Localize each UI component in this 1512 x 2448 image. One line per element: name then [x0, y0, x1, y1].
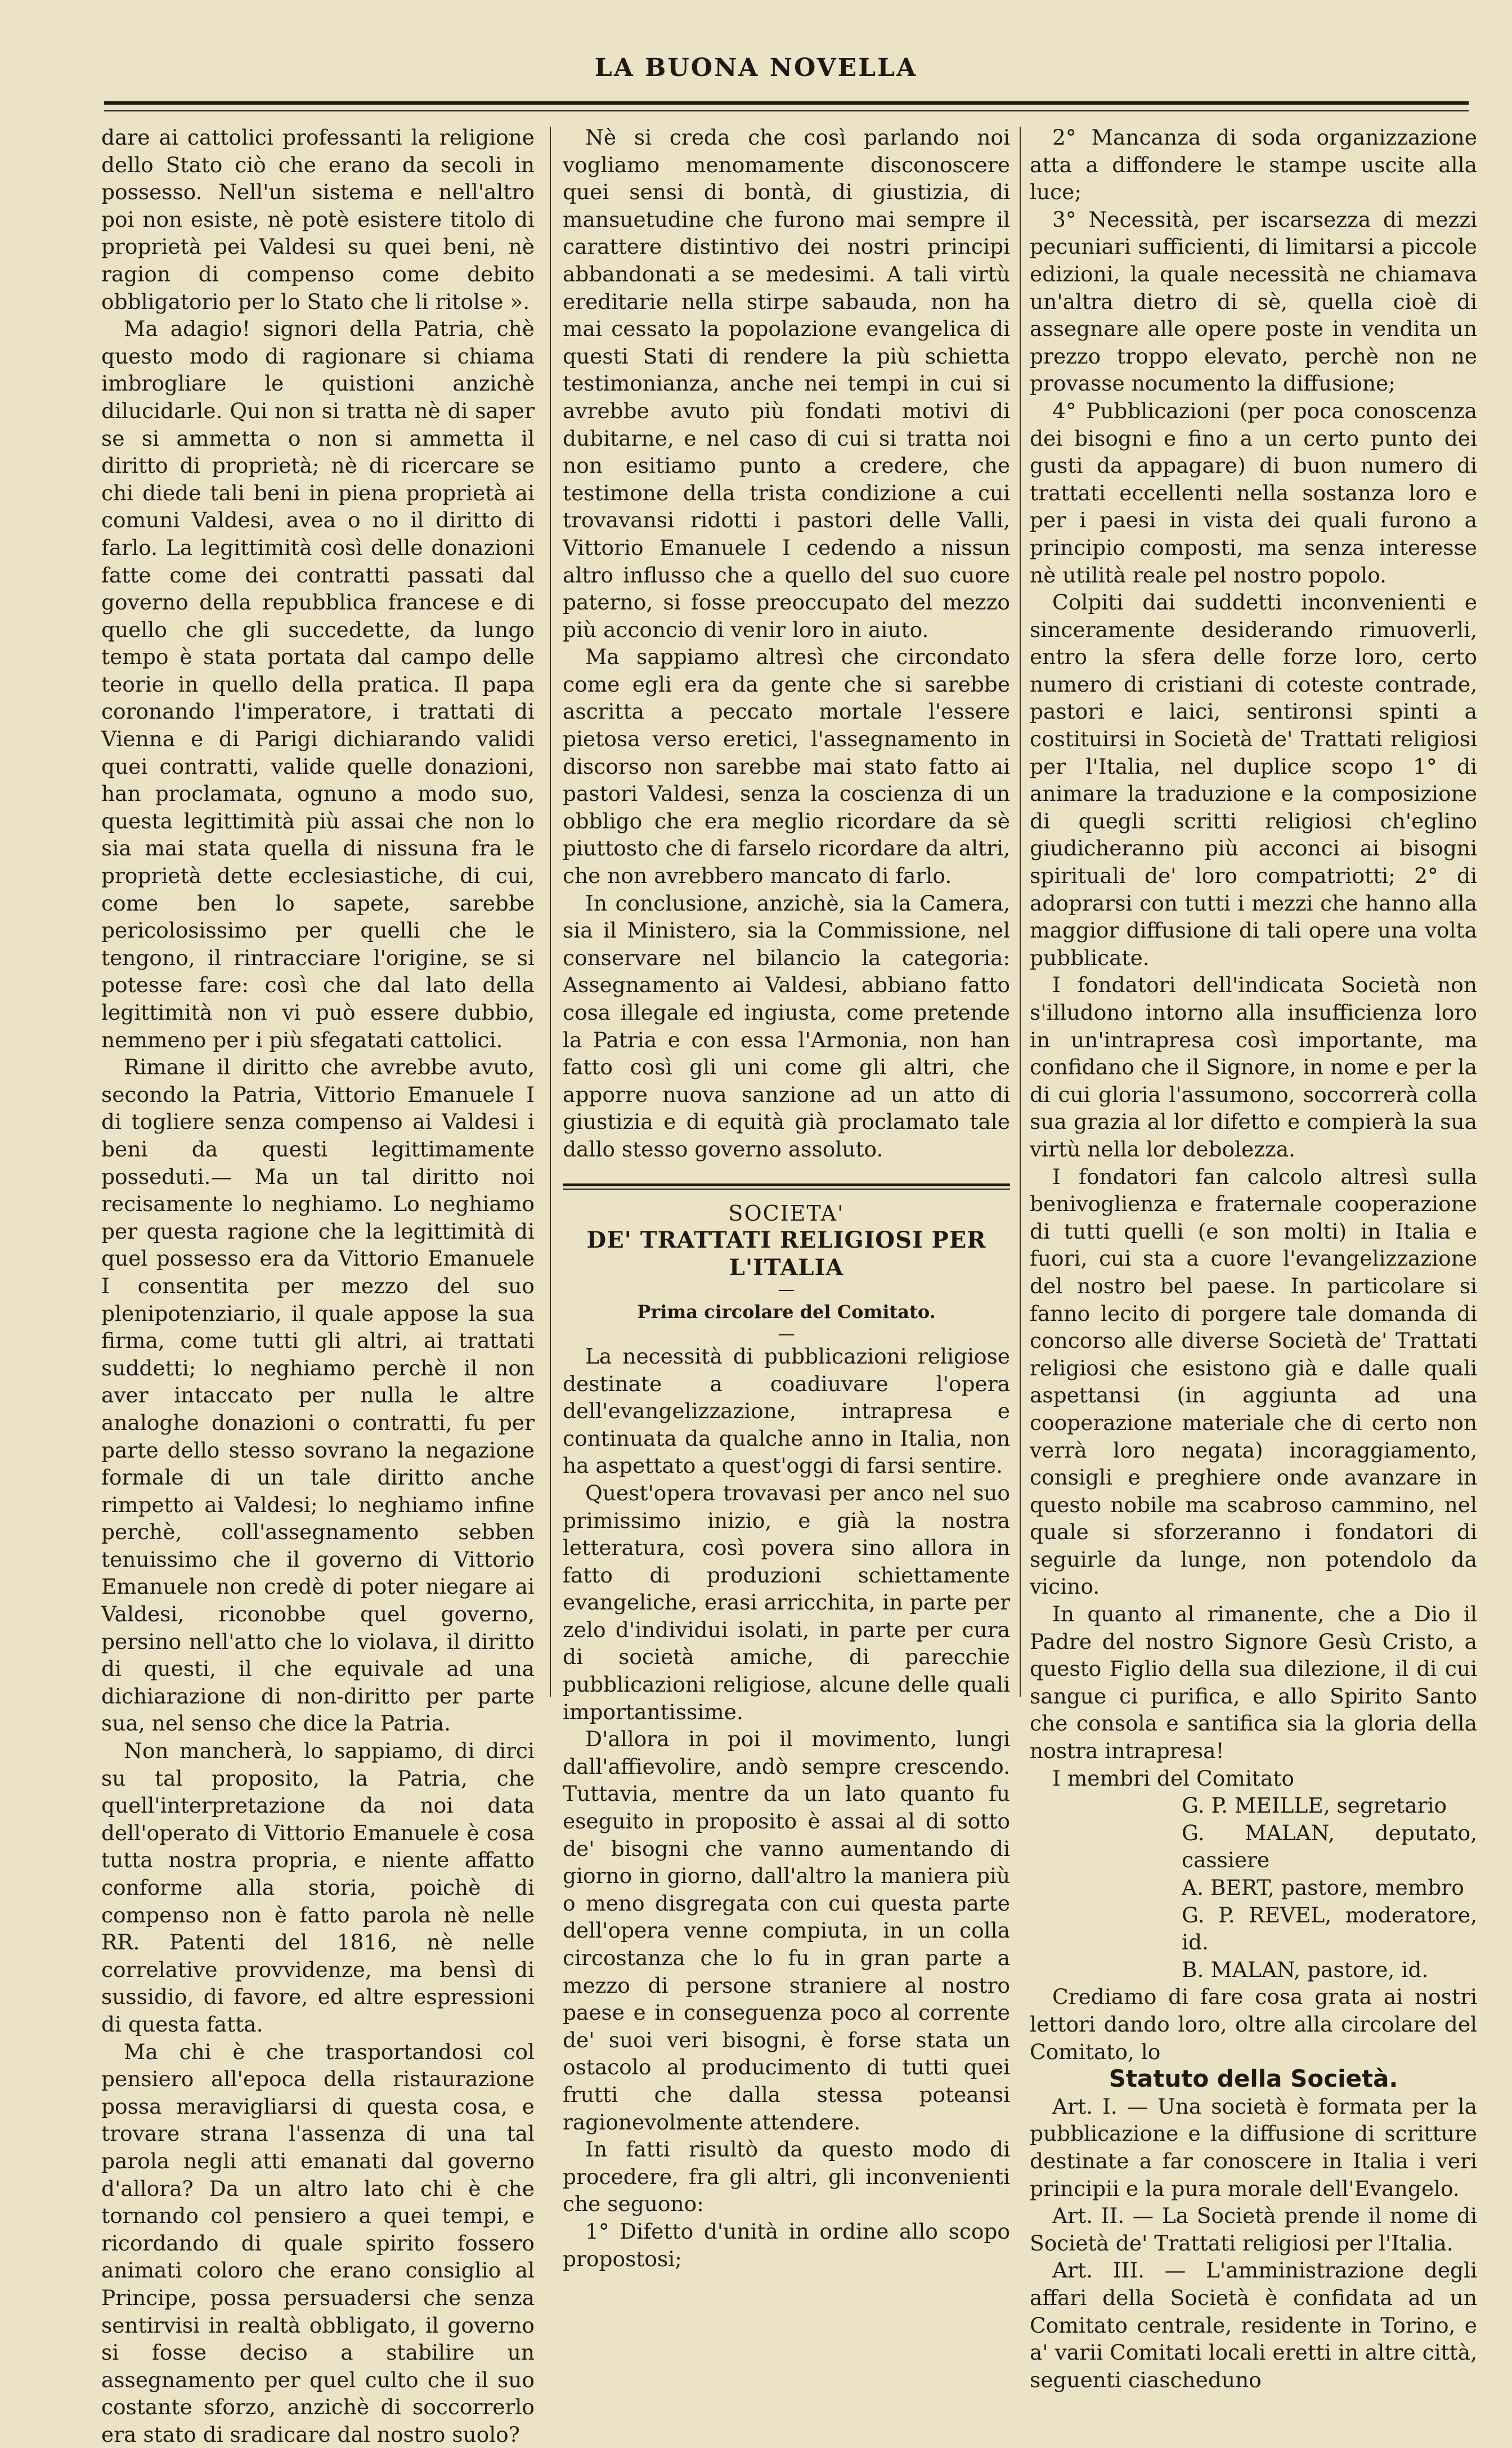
member-signature: G. P. MEILLE, segretario [1182, 1793, 1447, 1818]
paragraph: In conclusione, anzichè, sia la Camera, sia il Ministero, sia la Commissione, nel conservare nel bilancio la categoria: Assegnamento ai Valdesi, abbiano fatto cosa illegale ed ingiusta, come pretende la Patria e con essa l'Armonia, non han fatto così gli uni come gli altri, che apporre nuova sanzione ad un atto di giustizia e di equità già proclamato tale dallo stesso governo assoluto. [563, 890, 1010, 1162]
article: Art. III. — L'amministrazione degli affari della Società è confidata ad un Comitato centrale, residente in Torino, e a' varii Comitati locali eretti in altre città, seguenti ciascheduno [1030, 2258, 1477, 2392]
paragraph: Quest'opera trovavasi per anco nel suo primissimo inizio, e già la nostra letteratura, così povera sino allora in fatto di produzioni schiettamente evangeliche, erasi arricchita, in parte per zelo d'individui isolati, in parte per cura di società amiche, di parecchie pubblicazioni religiose, alcune delle quali importantissime. [563, 1480, 1010, 1724]
paragraph: I fondatori fan calcolo altresì sulla benivoglienza e fraternale cooperazione di tutti quelli (e son molti) in Italia e fuori, cui sta a cuore l'evangelizzazione del nostro bel paese. In particolare si fanno lecito di porgere tale domanda di concorso alle diverse Società de' Trattati religiosi che esistono già e dalle quali aspettansi (in aggiunta ad una cooperazione materiale che di certo non verrà loro negata) incoraggiamento, consigli e preghiere onde avanzare in questo nobile ma scabroso cammino, nel quale si sforzeranno i fondatori di seguirle da lunge, non potendolo da vicino. [1030, 1164, 1477, 1599]
column-1 [101, 124, 535, 2448]
article: Art. I. — Una società è formata per la pubblicazione e la diffusione di scritture destinate a far conoscere in Italia i veri principii e la pura morale dell'Evangelo. [1030, 2093, 1477, 2201]
column-3 [1030, 124, 1477, 2393]
article: Art. II. — La Società prende il nome di Società de' Trattati religiosi per l'Italia. [1030, 2203, 1477, 2256]
members-intro: I membri del Comitato [1052, 1765, 1294, 1791]
paragraph: I fondatori dell'indicata Società non s'illudono intorno alla insufficienza loro in un'intrapresa così importante, ma confidano che il Signore, in nome e per la di cui gloria l'assumono, soccorrerà colla sua grazia al lor difetto e compierà la sua virtù nella lor debolezza. [1030, 972, 1477, 1162]
column-2 [563, 124, 1010, 2272]
paragraph: In quanto al rimanente, che a Dio il Padre del nostro Signore Gesù Cristo, a questo Figlio della sua dilezione, il di cui sangue ci purifica, e allo Spirito Santo che consola e santifica sia la gloria della nostra intrapresa! [1030, 1602, 1477, 1764]
paragraph: 2° Mancanza di soda organizzazione atta a diffondere le stampe uscite alla luce; [1030, 125, 1477, 205]
paragraph: Ma adagio! signori della Patria, chè questo modo di ragionare si chiama imbrogliare le quistioni anzichè dilucidarle. Qui non si tratta nè di saper se si ammetta o non si ammetta il diritto di proprietà; nè di ricercare se chi diede tali beni in piena proprietà ai comuni Valdesi, avea o no il diritto di farlo. La legittimità così delle donazioni fatte come dei contratti passati dal governo della repubblica francese e di quello che gli succedette, da lungo tempo è stata portata dal campo delle teorie in quello della pratica. Il papa coronando l'imperatore, i trattati di Vienna e di Parigi dichiarando validi quei contratti, valide quelle donazioni, han proclamata, ognuno a modo suo, questa legittimità più assai che non lo sia mai stata quella di nissuna fra le proprietà dette ecclesiastiche, di cui, come ben lo sapete, sarebbe pericolosissimo per quelli che le tengono, il rintracciare l'origine, se si potesse fare: così che dal lato della legittimità non vi può essere dubbio, nemmeno per i più sfegatati cattolici. [101, 316, 535, 1052]
committee-members [1030, 1792, 1477, 1983]
column-divider [550, 127, 551, 1697]
section-dash: — [778, 1324, 795, 1344]
paragraph: La necessità di pubblicazioni religiose destinate a coadiuvare l'opera dell'evangelizzazione, intrapresa e continuata da qualche anno in Italia, non ha aspettato a quest'oggi di farsi sentire. [563, 1343, 1010, 1478]
paragraph: Rimane il diritto che avrebbe avuto, secondo la Patria, Vittorio Emanuele I di togliere senza compenso ai Valdesi i beni da questi legittimamente posseduti.— Ma un tal diritto noi recisamente lo neghiamo. Lo neghiamo per questa ragione che la legittimità di quel possesso era da Vittorio Emanuele I consentita per mezzo del suo plenipotenziario, il quale appose la sua firma, come tutti gli altri, ai trattati suddetti; lo neghiamo perchè il non aver intaccato per nulla le altre analoghe donazioni o contratti, fu per parte dello stesso sovrano la negazione formale di un tale diritto anche rimpetto ai Valdesi; lo neghiamo infine perchè, coll'assegnamento sebben tenuissimo che il governo di Vittorio Emanuele non credè di poter niegare ai Valdesi, riconobbe quel governo, persino nell'atto che lo violava, il diritto di questi, il che equivale ad una dichiarazione di non-diritto per parte sua, nel senso che dice la Patria. [101, 1055, 535, 1736]
section-title: SOCIETA' [728, 1200, 845, 1226]
section-heading: DE' TRATTATI RELIGIOSI PER L'ITALIA [586, 1227, 986, 1281]
member-signature: G. P. REVEL, moderatore, id. [1182, 1902, 1477, 1955]
paragraph: Colpiti dai suddetti inconvenienti e sinceramente desiderando rimuoverli, entro la sfera delle forze loro, certo numero di cristiani di coteste contrade, pastori e laici, sentironsi spinti a costituirsi in Società de' Trattati religiosi per l'Italia, nel duplice scopo 1° di animare la traduzione e la composizione di quegli scritti religiosi ch'eglino giudicheranno più acconci ai bisogni spirituali de' loro compatriotti; 2° di adoprarsi con tutti i mezzi che hanno alla maggior diffusione di tali opere una volta pubblicate. [1030, 590, 1477, 970]
paragraph: Crediamo di fare cosa grata ai nostri lettori dando loro, oltre alla circolare del Comitato, lo [1030, 1984, 1477, 2064]
masthead-title: LA BUONA NOVELLA [594, 53, 918, 82]
section-dash: — [778, 1280, 795, 1300]
member-signature: G. MALAN, deputato, cassiere [1182, 1820, 1477, 1873]
paragraph: D'allora in poi il movimento, lungi dall'affievolire, andò sempre crescendo. Tuttavia, mentre da un lato quanto fu eseguito in proposito è assai al di sotto de' bisogni che vanno aumentando di giorno in giorno, dall'altro la maniera più o meno disgregata con cui questa parte dell'opera venne compiuta, in un colla circostanza che lo fu in gran parte a mezzo di persone straniere al nostro paese e in conseguenza poco al corrente de' suoi veri bisogni, è forse stata un ostacolo al producimento di tutti quei frutti che dalla stessa poteansi ragionevolmente attendere. [563, 1727, 1010, 2135]
section-rule [563, 1183, 1010, 1190]
paragraph: 1° Difetto d'unità in ordine allo scopo propostosi; [563, 2218, 1010, 2271]
paragraph: In fatti risultò da questo modo di procedere, fra gli altri, gli inconvenienti che seguono: [563, 2137, 1010, 2217]
paragraph: Ma sappiamo altresì che circondato come egli era da gente che si sarebbe ascritta a peccato mortale l'essere pietosa verso eretici, l'assegnamento in discorso non sarebbe mai stato fatto ai pastori Valdesi, senza la coscienza di un obbligo che era meglio ricordare da sè piuttosto che di farselo ricordare da altri, che non avrebbero mancato di farlo. [563, 644, 1010, 889]
statuto-heading: Statuto della Società. [1109, 2065, 1398, 2093]
paragraph: 3° Necessità, per iscarsezza di mezzi pecuniari sufficienti, di limitarsi a piccole edizioni, la quale necessità ne chiamava un'altra dietro di sè, quella cioè di assegnare alle opere poste in vendita un prezzo troppo elevato, perchè non ne provasse nocumento la diffusione; [1030, 207, 1477, 396]
paragraph: Non mancherà, lo sappiamo, di dirci su tal proposito, la Patria, che quell'interpretazione da noi data dell'operato di Vittorio Emanuele è cosa tutta nostra propria, e niente affatto conforme alla storia, poichè di compenso non è fatto parola nè nelle RR. Patenti del 1816, nè nelle correlative provvidenze, ma bensì di sussidio, di favore, ed altre espressioni di questa fatta. [101, 1738, 535, 2037]
section-subheading: Prima circolare del Comitato. [637, 1301, 936, 1323]
paragraph: Ma chi è che trasportandosi col pensiero all'epoca della ristaurazione possa meravigliarsi di questa cosa, e trovare strana l'assenza di una tal parola negli atti emanati dal governo d'allora? Da un altro lato chi è che tornando col pensiero a quei tempi, e ricordando di quale spirito fossero animati coloro che erano consiglio al Principe, possa persuadersi che senza sentirvisi in realtà obbligato, il governo si fosse deciso a stabilire un assegnamento per quel culto che il suo costante sforzo, anzichè di soccorrerlo era stato di sradicare dal nostro suolo? [101, 2039, 535, 2447]
paragraph: 4° Pubblicazioni (per poca conoscenza dei bisogni e fino a un certo punto dei gusti da appagare) di buon numero di trattati eccellenti nella sostanza loro e per i paesi in vista dei quali furono a principio composti, ma senza interesse nè utilità reale pel nostro popolo. [1030, 398, 1477, 588]
member-signature: B. MALAN, pastore, id. [1182, 1957, 1429, 1982]
column-divider [1020, 127, 1021, 1697]
member-signature: A. BERT, pastore, membro [1182, 1875, 1464, 1900]
masthead-rule [104, 101, 1469, 111]
paragraph: dare ai cattolici professanti la religione dello Stato ciò che erano da secoli in possesso. Nell'un sistema e nell'altro poi non esiste, nè potè esistere titolo di proprietà pei Valdesi su quei beni, nè ragion di compenso come debito obbligatorio per lo Stato che li ritolse ». [101, 125, 535, 314]
paragraph: Nè si creda che così parlando noi vogliamo menomamente disconoscere quei sensi di bontà, di giustizia, di mansuetudine che furono mai sempre il carattere distintivo dei nostri principi abbandonati a se medesimi. A tali virtù ereditarie nella stirpe sabauda, non ha mai cessato la popolazione evangelica di questi Stati di rendere la più schietta testimonianza, anche nei tempi in cui si avrebbe avuto più fondati motivi di dubitarne, e nel caso di cui si tratta noi non esitiamo punto a credere, che testimone della trista condizione a cui trovavansi ridotti i pastori delle Valli, Vittorio Emanuele I cedendo a nissun altro influsso che a quello del suo cuore paterno, si fosse preoccupato del mezzo più acconcio di venir loro in aiuto. [563, 125, 1010, 642]
